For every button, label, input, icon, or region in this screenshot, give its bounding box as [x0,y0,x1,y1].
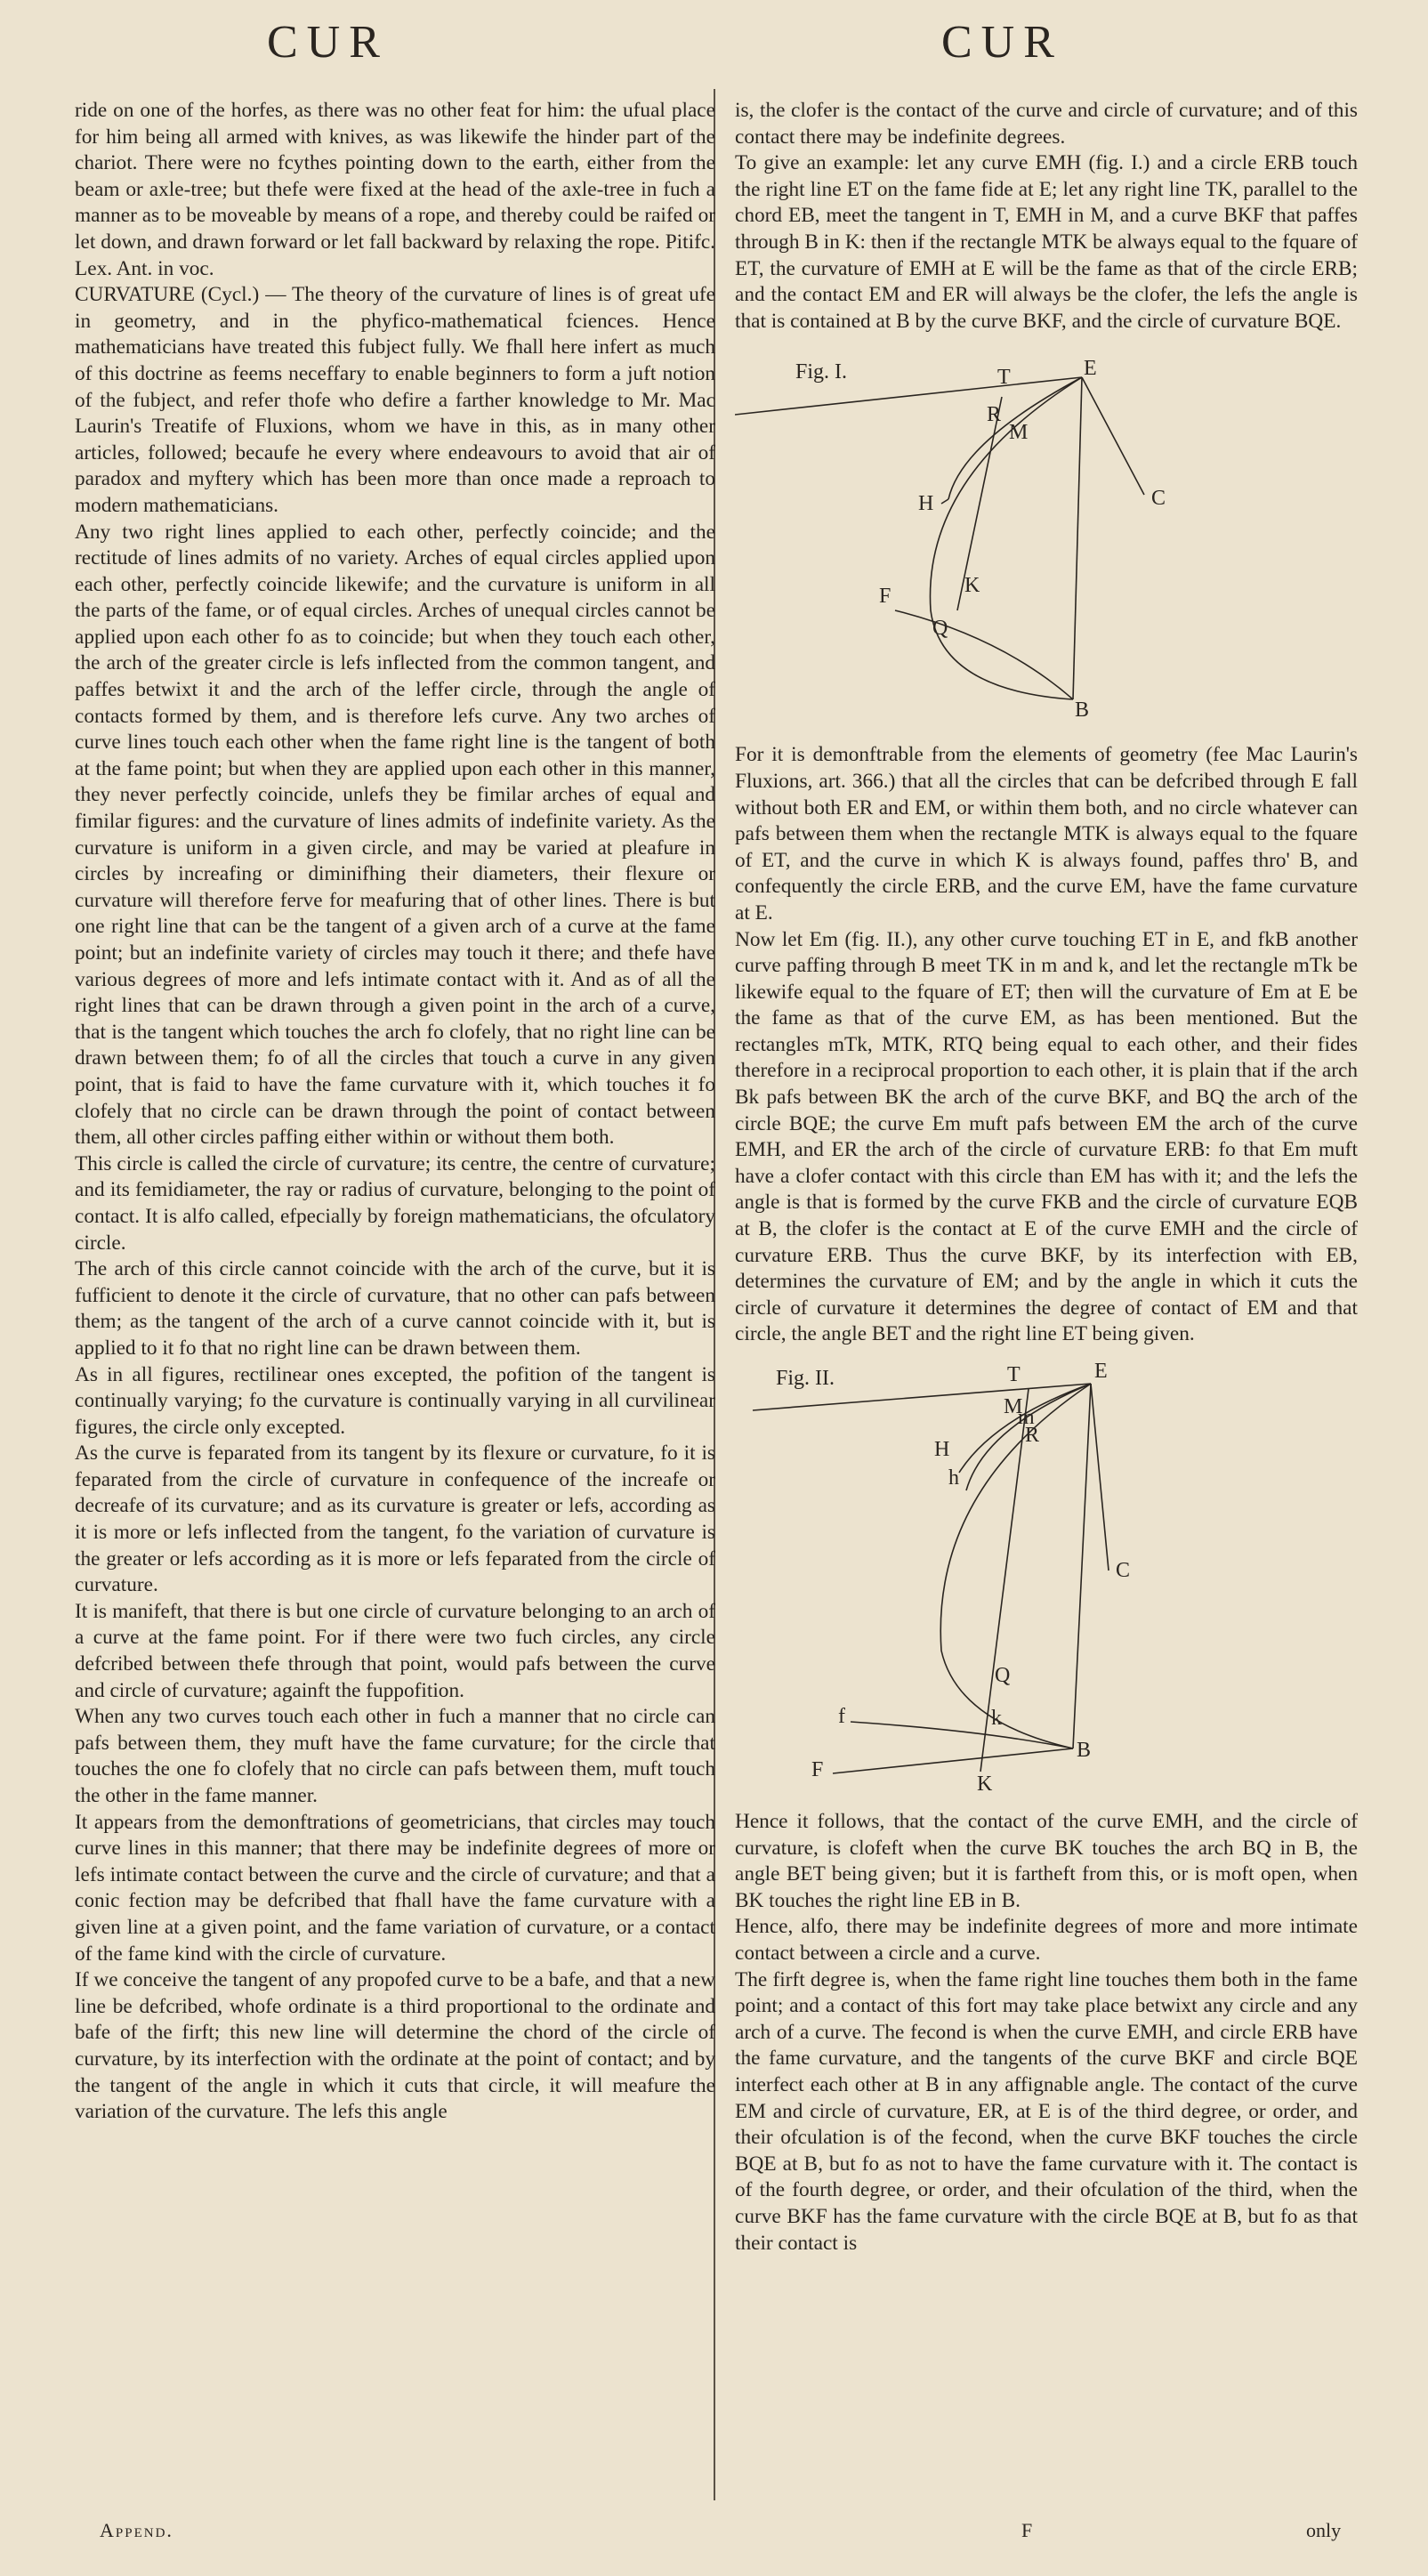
figure-two [735,1357,1358,1802]
line-ec [1082,377,1144,495]
paragraph: The arch of this circle cannot coincide with the arch of the curve, but it is fufficient to denote it the circle of curvature, that no other can pafs between them; as the tangent of the arch of a curve cannot coincide with it, but is applied to it fo that no right line can be drawn between them. [75,1257,715,1360]
point-label: K [964,574,980,598]
paragraph: For it is demonftrable from the elements of geometry (fee Mac Laurin's Fluxions, art. 366.) that all the circles that can be defcribed through E fall without both ER and EM, or within them both, and no circle whatever can pafs between them when the rectangle MTK is always equal to the fquare of ET, and the curve in which K is always found, paffes thro' B, and confequently the circle ERB, and the curve EM, have the fame curvature at E. [735,743,1358,925]
paragraph: Any two right lines applied to each other, perfectly coincide; and the rectitude of lines admits of no variety. Arches of equal circles applied upon each other, perfectly coincide likewife; and the curvature is uniform in all the parts of the fame, or of equal circles. Arches of unequal circles cannot be applied upon each other fo as to coincide; but when they touch each other, the arch of the greater circle is lefs inflected from the common tangent, and paffes betwixt it and the arch of the leffer circle, through the angle of contacts formed by them, and is therefore lefs curve. Any two arches of curve lines touch each other when the fame right line is the tangent of both at the fame point; but when they are applied upon each other in this manner, they never perfectly coincide, unlefs they be fimilar arches of equal and fimilar figures: and the curvature of lines admits of indefinite variety. As the curvature is uniform in a given circle, and may be varied at pleafure in circles by increafing or diminifhing their diameters, their flexure or curvature will therefore ferve for meafuring that of other lines. There is but one right line that can be the tangent of a given arch of a curve at the fame point; but an indefinite variety of circles may touch it there; and thefe have various degrees of more and lefs intimate contact with it. And as of all the right lines that can be drawn through a given point in the arch of a curve, that is the tangent which touches the arch fo clofely, that no right line can be drawn between them; fo of all the circles that touch a curve in any given point, that is faid to have the fame curvature with it, which touches it fo clofely that no circle can be drawn through the point of contact between them, all other circles paffing either within or without them both. [75,520,715,1150]
figure-two-diagram [735,1357,1358,1802]
point-label: F [879,585,891,609]
right-column [735,98,1358,2257]
point-label: Q [932,617,948,641]
chord-eb [1073,377,1082,699]
paragraph: This circle is called the circle of curvature; its centre, the centre of curvature; and its femidiameter, the ray or radius of curvature, belonging to the point of contact. It is alfo called, efpecially by foreign mathematicians, the ofculatory circle. [75,1151,715,1255]
paragraph: To give an example: let any curve EMH (fig. I.) and a circle ERB touch the right line ET on the fame fide at E; let any right line TK, parallel to the chord EB, meet the tangent in T, EMH in M, and a curve BKF that paffes through B in K: then if the rectangle MTK be always equal to the fquare of ET, the curvature of EMH at E will be the fame as that of the circle ERB; and the contact EM and ER will always be the clofer, the lefs the angle is that is contained at B by the curve BKF, and the circle of curvature BQE. [735,151,1358,333]
point-label: M [1009,421,1029,445]
point-label: R [987,403,1002,427]
paragraph: If we conceive the tangent of any propofed curve to be a bafe, and that a new line be defcribed, whofe ordinate is a third proportional to the ordinate and bafe of the firft; this new line will determine the chord of the circle of curvature, by its interfection with the ordinate at the point of contact; and by the tangent of the angle in which it cuts that circle, it will meafure the variation of the curvature. The lefs this angle [75,1968,715,2124]
paragraph: ride on one of the horfes, as there was no other feat for him: the ufual place for him being all armed with knives, as was likewife the hinder part of the chariot. There were no fcythes pointing down to the earth, either from the beam or axle-tree; but thefe were fixed at the head of the axle-tree in fuch a manner as to be moveable by means of a rope, and thereby could be raifed or let down, and drawn forward or let fall backward by relaxing the rope. Pitifc. Lex. Ant. in voc. [75,99,715,280]
line-tk [980,1389,1029,1772]
footer-catchword: only [1306,2519,1342,2541]
point-label: T [1007,1363,1021,1386]
point-label: E [1094,1360,1108,1383]
paragraph: When any two curves touch each other in fuch a manner that no circle can pafs between them, they muft have the fame curvature; for the circle that touches the one fo clofely that no circle can pafs between them, muft touch the other in the fame manner. [75,1705,715,1807]
point-label: H [918,492,934,516]
line-fb [833,1748,1073,1773]
left-column [75,98,715,2126]
paragraph: Hence, alfo, there may be indefinite degrees of more and more intimate contact between a circle and a curve. [735,1915,1358,1965]
point-label: f [838,1705,845,1728]
line-ec [1091,1384,1109,1571]
footer-append-mark: Append. [100,2519,173,2541]
point-label: R [1025,1424,1040,1447]
chord-eb [1073,1384,1091,1748]
point-label: M [1004,1395,1023,1418]
point-label: h [948,1466,959,1490]
paragraph: is, the clofer is the contact of the curve and circle of curvature; and of this contact there may be indefinite degrees. [735,99,1358,149]
point-label: m [1018,1406,1035,1429]
running-head-right: CUR [941,17,1063,68]
paragraph: It is manifeft, that there is but one circle of curvature belonging to an arch of a curve at the fame point. For if there were two fuch circles, any circle defcribed between thefe through that point, would pafs between the curve and circle of curvature; againft the fuppofition. [75,1599,715,1702]
paragraph: Now let Em (fig. II.), any other curve touching ET in E, and fkB another curve paffing through B meet TK in m and k, and let the rectangle mTk be likewife equal to the fquare of ET; then will the curvature of Em at E be the fame as that of the curve EM, as has been mentioned. But the rectangles mTk, MTK, RTQ being equal to each other, and their fides therefore in a reciprocal proportion to each other, it is plain that if the arch Bk pafs between BK the arch of the curve BKF, and BQ the arch of the circle BQE; the curve Em muft pafs between EM the arch of the curve EMH, and ER the arch of the circle of curvature ERB: fo that Em muft have a clofer contact with this circle than EM has with it; and the lefs the angle is that is formed by the curve FKB and the circle of curvature EQB at B, the clofer is the contact at E of the curve EMH and the circle of curvature ERB. Thus the curve BKF, by its interfection with EB, determines the curvature of EM; and by the angle in which it cuts the circle of curvature it determines the degree of contact of EM and that circle, the angle BET and the right line ET being given. [735,927,1358,1346]
running-head-left: CUR [267,17,389,68]
point-label: B [1077,1739,1092,1762]
curve-bkf [895,610,1073,699]
curve-fkb [851,1722,1073,1748]
point-label: C [1116,1559,1131,1582]
page-header [0,16,1428,78]
point-label: B [1075,699,1090,723]
footer-signature-mark: F [1021,2519,1033,2541]
point-label: F [811,1758,824,1781]
point-label: C [1151,487,1166,511]
paragraph: As the curve is feparated from its tangent by its flexure or curvature, fo it is feparated from the circle of curvature in confequence of the increafe or decreafe of its curvature; and as its curvature is greater or lefs, according as it is more or lefs inflected from the tangent, fo the variation of curvature is the greater or lefs according as it is more or lefs feparated from the circle of curvature. [75,1441,715,1597]
point-label: K [977,1773,993,1796]
figure-one [735,343,1358,735]
paragraph: Hence it follows, that the contact of the curve EMH, and the circle of curvature, is clofeft when the curve BK touches the arch BQ in B, the angle BET being given; but it is fartheft from this, or is moft open, when BK touches the right line EB in B. [735,1810,1358,1912]
tangent-line-et [735,377,1082,415]
paragraph: The firft degree is, when the fame right line touches them both in the fame point; and a contact of this fort may take place betwixt any circle and any arch of a curve. The fecond is when the curve EMH, and circle ERB have the fame curvature, and the tangents of the curve BKF and circle BQE interfect each other at B in any affignable angle. The contact of the curve EM and circle of curvature, ER, at E is of the third degree, or order, and their ofculation is of the fecond, when the curve BKF touches the circle BQE at B, but fo as not to have the fame curvature with it. The contact is of the fourth degree, or order, and their ofculation of the third, when the curve BKF has the fame curvature with the circle BQE at B, but fo as that their contact is [735,1967,1358,2255]
figure-one-label: Fig. I. [795,360,848,384]
paragraph: As in all figures, rectilinear ones excepted, the pofition of the tangent is continually varying; fo the curvature is continually varying in all curvilinear figures, the circle only excepted. [75,1362,715,1439]
paragraph-curvature-entry: CURVATURE (Cycl.) — The theory of the curvature of lines is of great ufe in geometry, and in the phyfico-mathematical fciences. Hence mathematicians have treated this fubject fully. We fhall here infert as much of this doctrine as feems neceffary to enable beginners to form a juft notion of the fubject, and refer thofe who defire a farther knowledge to Mr. Mac Laurin's Treatife of Fluxions, whom we have in this, as in many other articles, followed; becaufe he every where endeavours to avoid that air of paradox and myftery which has been more than once made a reproach to modern mathematicians. [75,283,715,517]
point-label: k [991,1707,1002,1730]
point-label: Q [995,1664,1011,1687]
point-label: H [934,1438,950,1461]
figure-two-label: Fig. II. [776,1367,835,1390]
paragraph: It appears from the demonftrations of geometricians, that circles may touch curve lines in this manner; that there may be indefinite degrees of more or lefs intimate contact between the curve and the circle of curvature; and that a conic fection may be defcribed that fhall have the fame curvature with a given line at a given point, and the fame variation of curvature, or a contact of the fame kind with the circle of curvature. [75,1810,715,1966]
figure-one-diagram [735,343,1358,735]
point-label: T [997,366,1011,390]
circle-arc-erb [940,1384,1091,1748]
point-label: E [1084,357,1097,381]
